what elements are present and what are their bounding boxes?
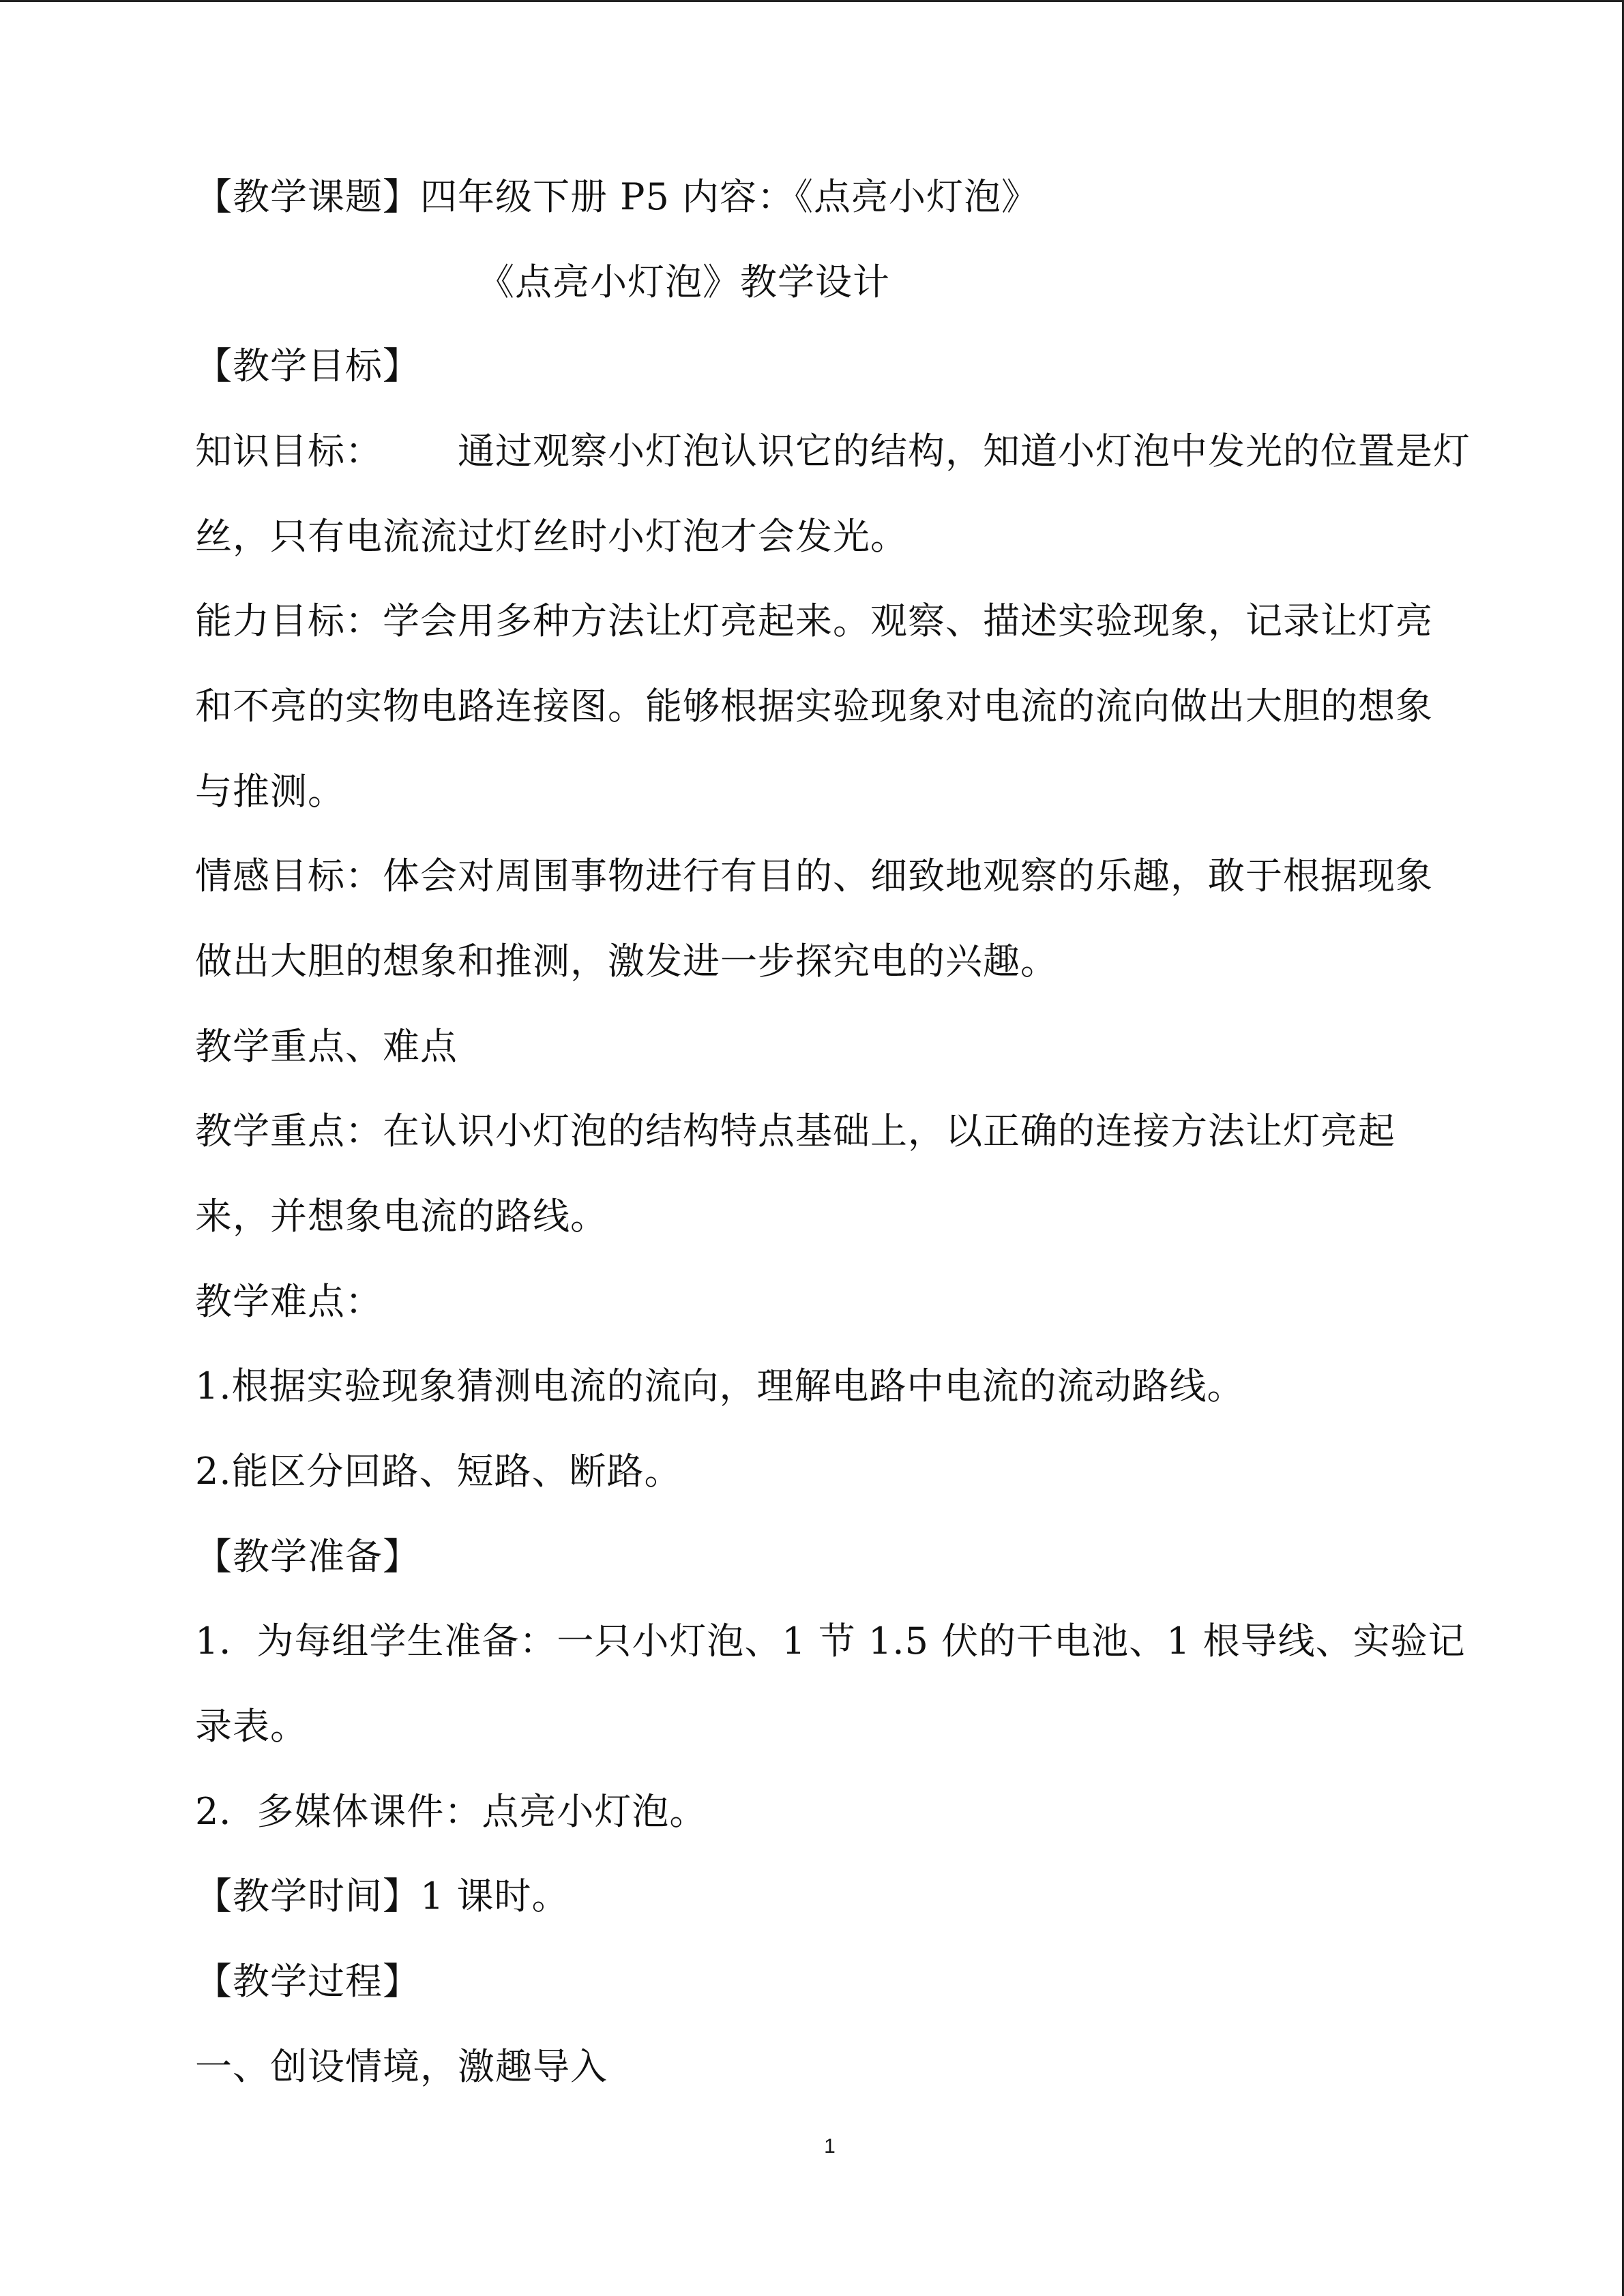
emotion-goal-line-1: 情感目标：体会对周围事物进行有目的、细致地观察的乐趣，敢于根据现象 [195,854,1433,897]
time-line: 【教学时间】1 课时。 [195,1875,570,1918]
knowledge-goal-line-1 [195,428,1471,475]
page-border-top [0,0,1624,2]
difficult-item-1: 1.根据实验现象猜测电流的流向，理解电路中电流的流动路线。 [195,1365,1245,1407]
ability-goal-line-1: 能力目标：学会用多种方法让灯亮起来。观察、描述实验现象，记录让灯亮 [195,599,1433,642]
knowledge-goal-line-2: 丝，只有电流流过灯丝时小灯泡才会发光。 [195,515,908,558]
key-point-line-2: 来，并想象电流的路线。 [195,1195,608,1238]
emotion-goal-line-2: 做出大胆的想象和推测，激发进一步探究电的兴趣。 [195,940,1058,983]
prep-item-2: 2．多媒体课件：点亮小灯泡。 [195,1790,707,1833]
prep-item-1-line-2: 录表。 [195,1705,308,1748]
difficult-item-2: 2.能区分回路、短路、断路。 [195,1450,682,1493]
page-number: 1 [824,2135,836,2158]
process-heading: 【教学过程】 [195,1960,420,2003]
prep-item-1-line-1: 1．为每组学生准备：一只小灯泡、1 节 1.5 伏的干电池、1 根导线、实验记 [195,1620,1466,1663]
ability-goal-line-3: 与推测。 [195,770,345,813]
ability-goal-line-2: 和不亮的实物电路连接图。能够根据实验现象对电流的流向做出大胆的想象 [195,685,1433,728]
section-1-heading: 一、创设情境，激趣导入 [195,2045,608,2088]
goals-heading: 【教学目标】 [195,344,420,387]
topic-line: 【教学课题】四年级下册 P5 内容：《点亮小灯泡》 [195,175,1039,218]
document-title: 《点亮小灯泡》教学设计 [477,260,890,303]
key-difficult-heading: 教学重点、难点 [195,1025,458,1068]
key-point-line-1: 教学重点：在认识小灯泡的结构特点基础上，以正确的连接方法让灯亮起 [195,1109,1396,1152]
knowledge-goal-text: 通过观察小灯泡认识它的结构，知道小灯泡中发光的位置是灯 [458,430,1471,473]
knowledge-goal-label: 知识目标： [195,430,383,473]
prep-heading: 【教学准备】 [195,1535,420,1578]
difficult-heading: 教学难点： [195,1280,383,1323]
